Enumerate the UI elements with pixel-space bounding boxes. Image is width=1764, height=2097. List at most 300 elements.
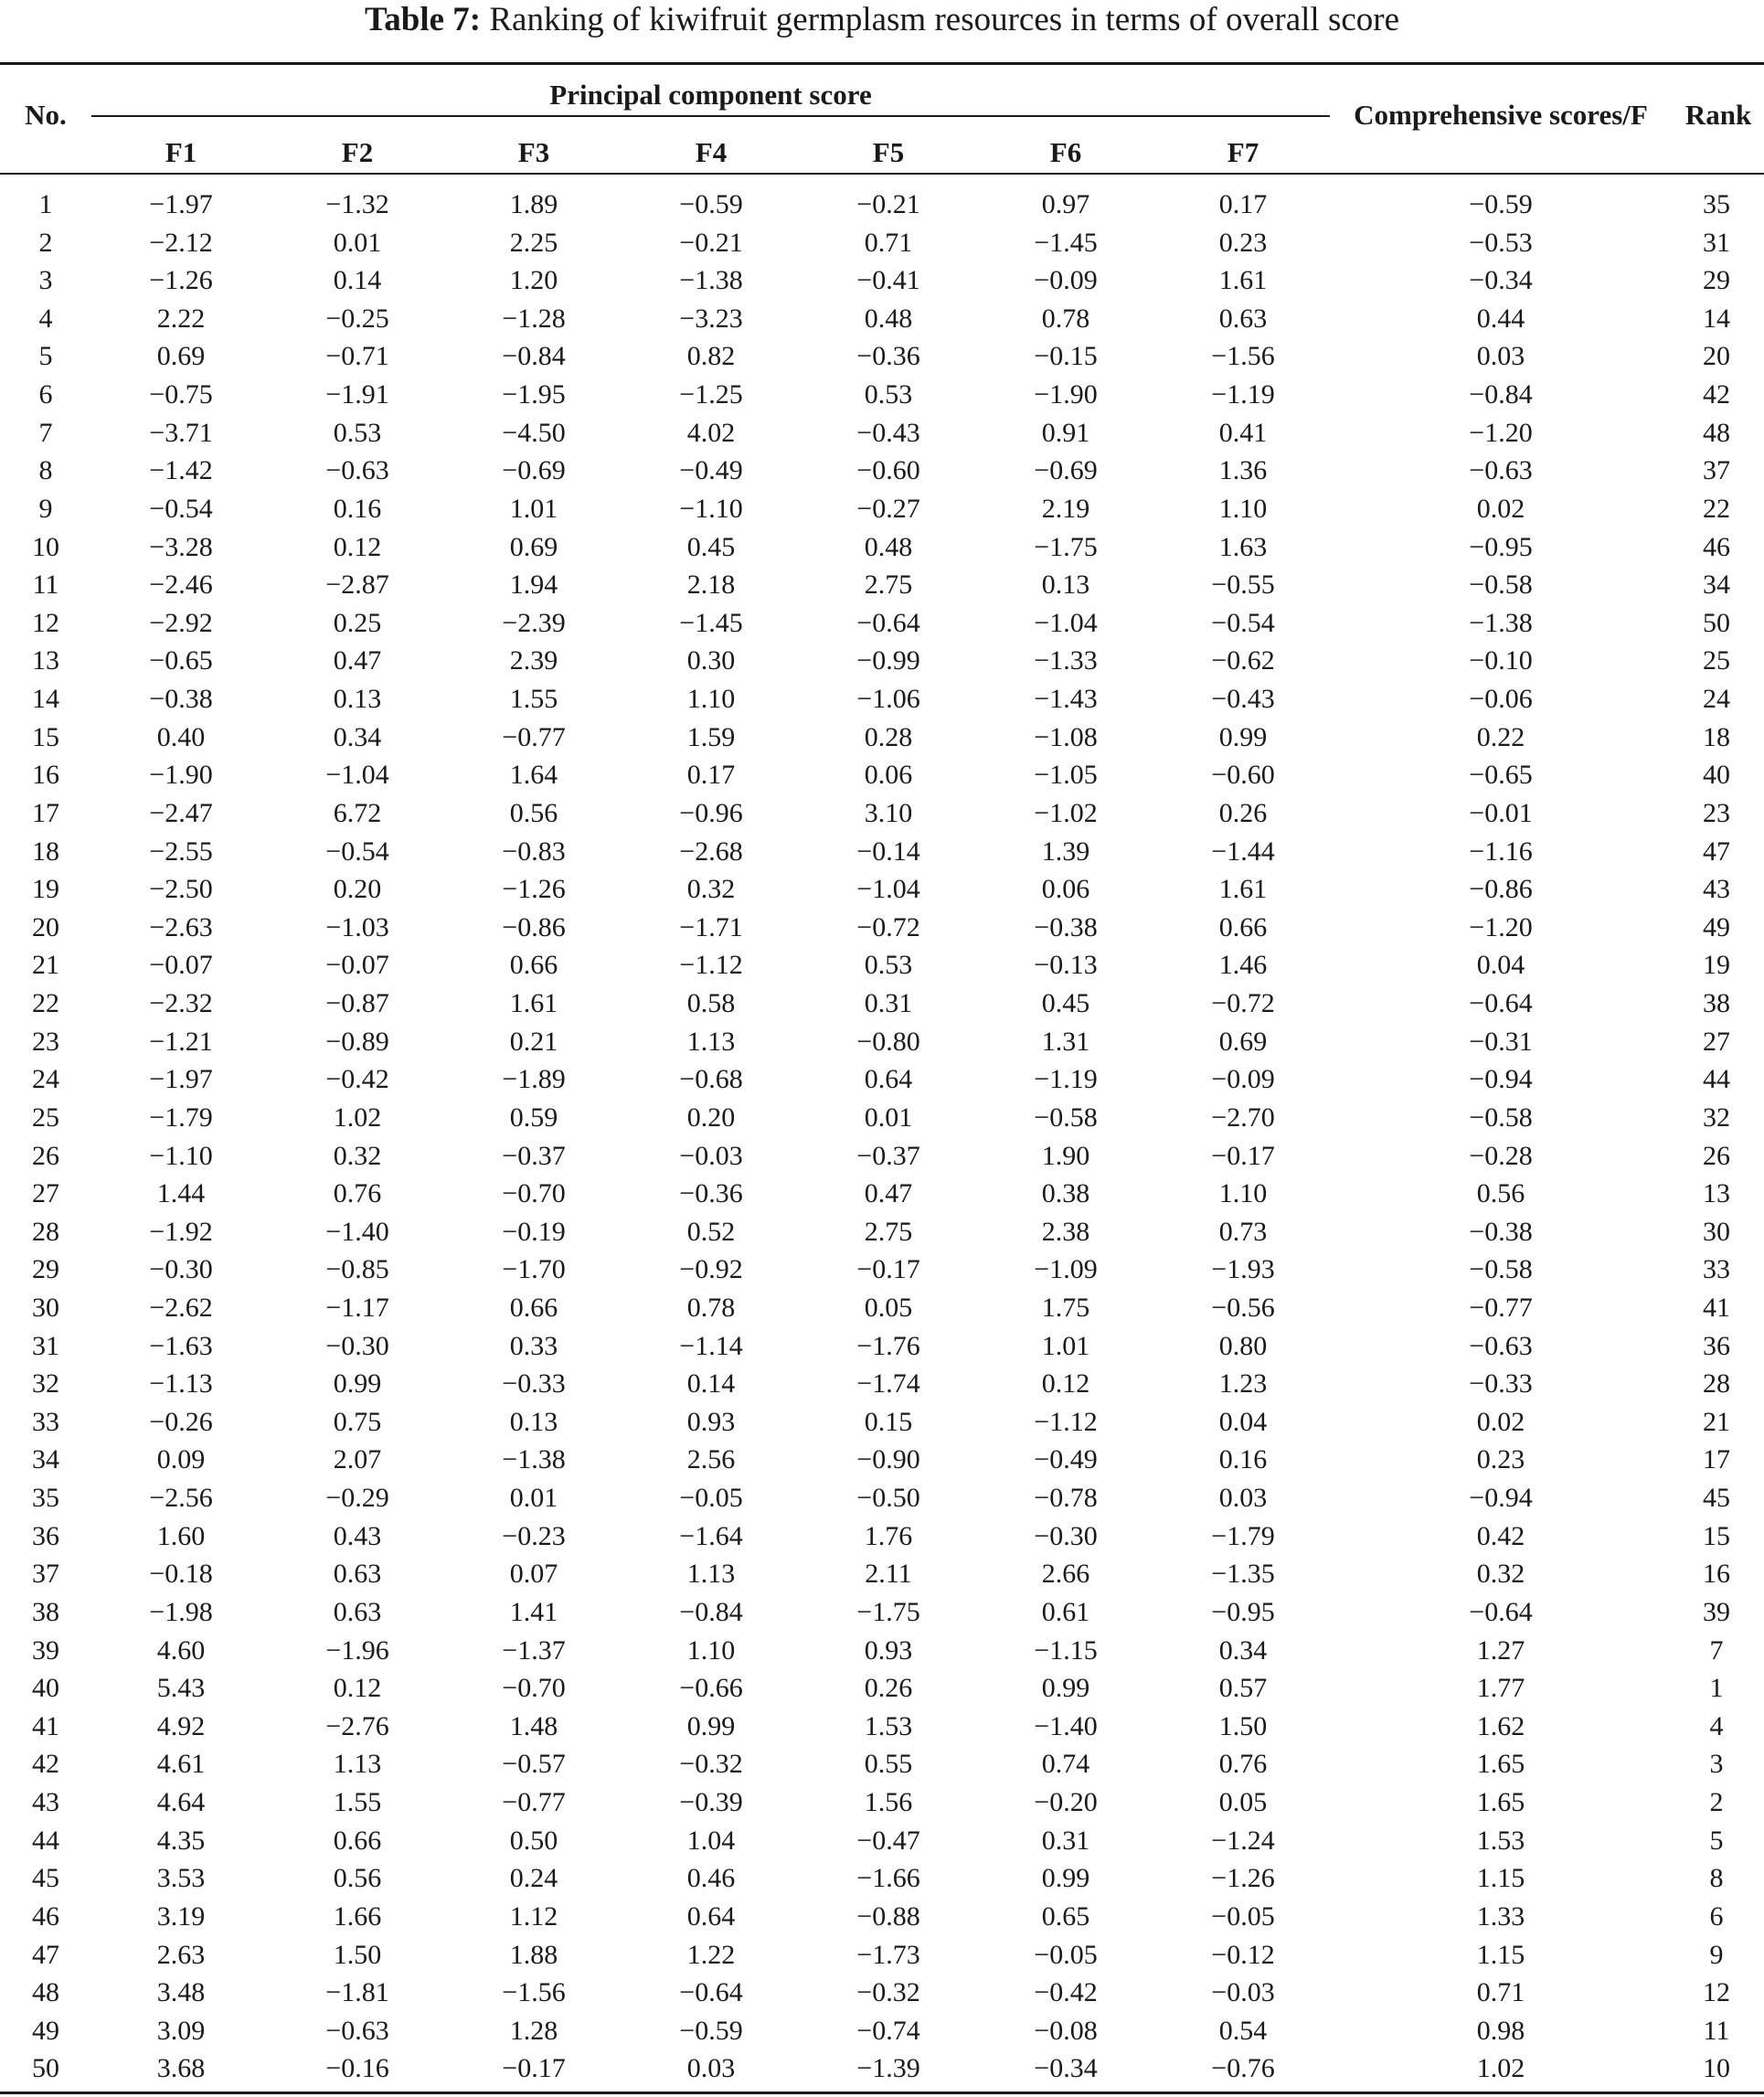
cell-f3: 2.25 [509,227,558,258]
cell-f5: −0.41 [856,265,920,296]
cell-f5: 2.75 [864,1216,913,1247]
cell-f7: −2.70 [1211,1102,1275,1133]
cell-rank: 4 [1709,1710,1724,1741]
cell-f3: −2.39 [502,607,566,638]
cell-f7: 1.50 [1218,1710,1268,1741]
cell-no: 48 [32,1977,59,2008]
cell-f2: 0.20 [333,874,382,905]
cell-f5: −0.17 [856,1254,920,1285]
cell-f1: −0.18 [149,1559,213,1590]
cell-rank: 22 [1703,493,1730,524]
table-row [0,719,1764,757]
cell-rank: 26 [1703,1140,1730,1171]
cell-f2: 0.63 [333,1596,382,1627]
cell-rank: 33 [1703,1254,1730,1285]
cell-f2: −0.87 [325,988,389,1019]
cell-rank: 46 [1703,531,1730,562]
cell-comprehensive: 0.44 [1476,303,1525,334]
cell-no: 12 [32,607,59,638]
cell-f7: 1.10 [1218,1178,1268,1209]
cell-f2: −0.54 [325,836,389,867]
cell-f1: −2.47 [149,797,213,828]
cell-comprehensive: −0.58 [1469,569,1533,601]
cell-f4: 0.58 [686,988,736,1019]
cell-rank: 50 [1703,607,1730,638]
cell-rank: 40 [1703,760,1730,791]
cell-f7: −0.95 [1211,1596,1275,1627]
table-row [0,642,1764,680]
table-row [0,224,1764,262]
cell-no: 37 [32,1559,59,1590]
cell-f5: 0.47 [864,1178,913,1209]
cell-comprehensive: −0.95 [1469,531,1533,562]
cell-f2: −1.17 [325,1292,389,1323]
table-row [0,186,1764,224]
table-row [0,1593,1764,1632]
cell-f5: 3.10 [864,797,913,828]
cell-f2: −0.29 [325,1483,389,1514]
table-row [0,1327,1764,1366]
cell-f7: 0.76 [1218,1749,1268,1780]
cell-f3: 1.41 [509,1596,558,1627]
table-row [0,985,1764,1023]
header-no: No. [25,99,67,131]
cell-f7: 1.23 [1218,1368,1268,1400]
cell-rank: 42 [1703,379,1730,410]
cell-f4: 0.52 [686,1216,736,1247]
cell-comprehensive: 1.02 [1476,2053,1525,2084]
cell-f3: −0.77 [502,721,566,752]
cell-f2: 0.75 [333,1406,382,1437]
cell-f5: −0.50 [856,1483,920,1514]
table-label: Table 7: [364,1,482,38]
cell-f3: 1.61 [509,988,558,1019]
cell-f5: 0.55 [864,1749,913,1780]
cell-f1: −2.92 [149,607,213,638]
cell-f3: −0.70 [502,1673,566,1704]
cell-comprehensive: −0.77 [1469,1292,1533,1323]
table-row [0,490,1764,528]
cell-f7: −0.17 [1211,1140,1275,1171]
cell-no: 7 [38,417,53,448]
cell-f5: 2.75 [864,569,913,601]
cell-f2: 0.14 [333,265,382,296]
cell-f4: −1.12 [679,950,743,981]
cell-f5: −1.06 [856,684,920,715]
cell-f3: 1.20 [509,265,558,296]
cell-f3: −0.19 [502,1216,566,1247]
cell-f6: −1.33 [1034,645,1098,676]
cell-f4: 0.99 [686,1710,736,1741]
cell-no: 13 [32,645,59,676]
cell-f6: −0.49 [1034,1444,1098,1475]
cell-rank: 6 [1709,1900,1724,1932]
cell-f4: −1.10 [679,493,743,524]
cell-comprehensive: 0.71 [1476,1977,1525,2008]
table-row [0,414,1764,452]
cell-f4: 4.02 [686,417,736,448]
cell-f7: −0.09 [1211,1064,1275,1095]
cell-f7: −0.76 [1211,2053,1275,2084]
table-row [0,2012,1764,2050]
cell-no: 34 [32,1444,59,1475]
cell-f6: −1.75 [1034,531,1098,562]
cell-f5: 0.28 [864,721,913,752]
cell-f6: 1.75 [1041,1292,1090,1323]
header-f5: F5 [872,136,905,168]
cell-comprehensive: −0.06 [1469,684,1533,715]
cell-f7: 0.66 [1218,911,1268,942]
cell-comprehensive: 1.33 [1476,1900,1525,1932]
cell-rank: 41 [1703,1292,1730,1323]
cell-f7: −1.93 [1211,1254,1275,1285]
cell-f3: −1.26 [502,874,566,905]
table-row [0,1479,1764,1517]
cell-f5: −0.43 [856,417,920,448]
cell-f6: −0.05 [1034,1939,1098,1970]
table-row [0,680,1764,719]
cell-comprehensive: −0.58 [1469,1254,1533,1285]
cell-f7: 0.05 [1218,1787,1268,1818]
cell-f3: −1.28 [502,303,566,334]
table-row [0,1555,1764,1593]
cell-f7: 0.54 [1218,2015,1268,2046]
cell-f6: −1.08 [1034,721,1098,752]
cell-f7: 0.26 [1218,797,1268,828]
table-row [0,1403,1764,1442]
cell-f5: 0.01 [864,1102,913,1133]
cell-f2: 0.34 [333,721,382,752]
table-row [0,1632,1764,1670]
cell-f4: −0.84 [679,1596,743,1627]
header-principal-component-score: Principal component score [549,79,872,111]
cell-rank: 32 [1703,1102,1730,1133]
cell-f3: 0.07 [509,1559,558,1590]
cell-no: 42 [32,1749,59,1780]
cell-f5: −1.66 [856,1863,920,1894]
cell-f6: 1.39 [1041,836,1090,867]
cell-f5: 0.93 [864,1634,913,1666]
cell-f2: 6.72 [333,797,382,828]
cell-f6: 2.19 [1041,493,1090,524]
cell-f4: −0.59 [679,189,743,219]
cell-f7: −1.26 [1211,1863,1275,1894]
cell-f4: 0.82 [686,341,736,372]
cell-f1: −1.13 [149,1368,213,1400]
cell-f3: 1.89 [509,189,558,219]
cell-no: 23 [32,1026,59,1057]
cell-f3: 0.66 [509,1292,558,1323]
header-comprehensive-scores: Comprehensive scores/F [1354,99,1648,131]
cell-rank: 43 [1703,874,1730,905]
cell-f6: −1.15 [1034,1634,1098,1666]
cell-f3: 1.01 [509,493,558,524]
table-row [0,1517,1764,1556]
header-f2: F2 [341,136,374,168]
cell-f7: 0.23 [1218,227,1268,258]
cell-no: 22 [32,988,59,1019]
cell-rank: 34 [1703,569,1730,601]
cell-no: 39 [32,1634,59,1666]
cell-f1: 1.60 [156,1520,206,1551]
table-row [0,1974,1764,2012]
cell-f2: 0.32 [333,1140,382,1171]
cell-rank: 48 [1703,417,1730,448]
cell-f4: −1.25 [679,379,743,410]
cell-rank: 18 [1703,721,1730,752]
cell-f7: −1.44 [1211,836,1275,867]
cell-no: 3 [38,265,53,296]
cell-f2: 0.25 [333,607,382,638]
cell-comprehensive: −1.38 [1469,607,1533,638]
cell-no: 46 [32,1900,59,1932]
cell-f6: 0.45 [1041,988,1090,1019]
cell-no: 35 [32,1483,59,1514]
cell-no: 20 [32,911,59,942]
table-row [0,870,1764,909]
table-row [0,1822,1764,1860]
cell-no: 17 [32,797,59,828]
cell-f3: 0.66 [509,950,558,981]
cell-f3: 2.39 [509,645,558,676]
cell-rank: 8 [1709,1863,1724,1894]
cell-f5: −1.75 [856,1596,920,1627]
cell-f7: 0.03 [1218,1483,1268,1514]
cell-no: 50 [32,2053,59,2084]
cell-f3: 0.50 [509,1825,558,1856]
cell-f4: 1.13 [686,1559,736,1590]
cell-f6: −0.78 [1034,1483,1098,1514]
header-rank: Rank [1684,99,1752,131]
cell-rank: 9 [1709,1939,1724,1970]
cell-comprehensive: 1.62 [1476,1710,1525,1741]
cell-f2: −0.85 [325,1254,389,1285]
cell-f6: −0.38 [1034,911,1098,942]
cell-f4: 0.93 [686,1406,736,1437]
cell-f5: −0.88 [856,1900,920,1932]
cell-rank: 30 [1703,1216,1730,1247]
cell-f1: −2.62 [149,1292,213,1323]
cell-rank: 28 [1703,1368,1730,1400]
cell-f1: −0.26 [149,1406,213,1437]
table-row [0,376,1764,414]
cell-f1: 4.60 [156,1634,206,1666]
cell-f1: −2.56 [149,1483,213,1514]
cell-f7: 1.63 [1218,531,1268,562]
cell-f6: −0.13 [1034,950,1098,981]
cell-f5: −0.37 [856,1140,920,1171]
table-row [0,1175,1764,1213]
table-row [0,1859,1764,1898]
cell-rank: 3 [1709,1749,1724,1780]
cell-f6: 0.12 [1041,1368,1090,1400]
cell-f4: 2.56 [686,1444,736,1475]
cell-comprehensive: 0.23 [1476,1444,1525,1475]
cell-f7: −0.43 [1211,684,1275,715]
cell-f3: 0.69 [509,531,558,562]
cell-f2: −1.81 [325,1977,389,2008]
cell-f2: 0.63 [333,1559,382,1590]
cell-f2: −0.42 [325,1064,389,1095]
cell-rank: 47 [1703,836,1730,867]
table-row [0,1289,1764,1327]
cell-comprehensive: 0.03 [1476,341,1525,372]
cell-no: 11 [32,569,59,601]
cell-comprehensive: −0.10 [1469,645,1533,676]
cell-f4: 0.45 [686,531,736,562]
cell-f3: −0.86 [502,911,566,942]
cell-f3: −1.70 [502,1254,566,1285]
cell-comprehensive: −1.20 [1469,911,1533,942]
cell-f1: −0.65 [149,645,213,676]
cell-f1: 0.09 [156,1444,206,1475]
cell-f4: 0.03 [686,2053,736,2084]
cell-f7: −0.54 [1211,607,1275,638]
cell-f2: 1.66 [333,1900,382,1932]
cell-f7: 1.46 [1218,950,1268,981]
cell-f2: 0.12 [333,1673,382,1704]
cell-rank: 36 [1703,1330,1730,1361]
table-row [0,1745,1764,1783]
cell-no: 15 [32,721,59,752]
cell-f3: −1.95 [502,379,566,410]
cell-f7: −0.56 [1211,1292,1275,1323]
table-row [0,1441,1764,1479]
cell-f6: −1.90 [1034,379,1098,410]
cell-f4: 0.78 [686,1292,736,1323]
cell-f5: −0.36 [856,341,920,372]
cell-comprehensive: −0.01 [1469,797,1533,828]
cell-f4: −0.66 [679,1673,743,1704]
cell-f6: −1.45 [1034,227,1098,258]
cell-f1: 3.48 [156,1977,206,2008]
cell-f7: 0.04 [1218,1406,1268,1437]
cell-rank: 2 [1709,1787,1724,1818]
cell-f1: 3.09 [156,2015,206,2046]
cell-f4: −0.68 [679,1064,743,1095]
cell-comprehensive: −0.59 [1469,189,1533,219]
cell-f1: 0.69 [156,341,206,372]
table-row [0,1365,1764,1403]
cell-comprehensive: 0.04 [1476,950,1525,981]
cell-f3: 0.01 [509,1483,558,1514]
cell-f7: −0.12 [1211,1939,1275,1970]
cell-no: 40 [32,1673,59,1704]
cell-comprehensive: 0.02 [1476,493,1525,524]
cell-f4: 0.32 [686,874,736,905]
cell-f1: −2.46 [149,569,213,601]
cell-f5: −1.39 [856,2053,920,2084]
cell-f5: −1.73 [856,1939,920,1970]
cell-f1: −1.42 [149,455,213,486]
cell-comprehensive: 1.15 [1476,1863,1525,1894]
cell-rank: 31 [1703,227,1730,258]
cell-comprehensive: −0.34 [1469,265,1533,296]
cell-f2: −1.03 [325,911,389,942]
table-row [0,452,1764,490]
cell-f5: 1.76 [864,1520,913,1551]
cell-f1: −0.54 [149,493,213,524]
header-f6: F6 [1049,136,1082,168]
cell-rank: 16 [1703,1559,1730,1590]
cell-f3: −0.69 [502,455,566,486]
cell-rank: 19 [1703,950,1730,981]
cell-f2: −0.25 [325,303,389,334]
cell-f6: −1.04 [1034,607,1098,638]
cell-no: 41 [32,1710,59,1741]
table-row [0,909,1764,947]
cell-f3: −0.77 [502,1787,566,1818]
cell-f2: 0.47 [333,645,382,676]
cell-f2: −0.63 [325,2015,389,2046]
cell-f5: 0.71 [864,227,913,258]
cell-f2: 0.43 [333,1520,382,1551]
cell-f5: −1.74 [856,1368,920,1400]
cell-f4: −2.68 [679,836,743,867]
cell-f5: −0.99 [856,645,920,676]
cell-f6: 0.78 [1041,303,1090,334]
cell-f6: −0.20 [1034,1787,1098,1818]
cell-f3: 0.21 [509,1026,558,1057]
cell-f3: −0.84 [502,341,566,372]
cell-rank: 24 [1703,684,1730,715]
cell-comprehensive: −0.28 [1469,1140,1533,1171]
cell-f1: 1.44 [156,1178,206,1209]
cell-f6: −1.19 [1034,1064,1098,1095]
cell-f5: −0.90 [856,1444,920,1475]
cell-f6: 0.74 [1041,1749,1090,1780]
cell-comprehensive: −1.20 [1469,417,1533,448]
cell-no: 2 [38,227,53,258]
table-row [0,528,1764,567]
cell-f2: −0.07 [325,950,389,981]
cell-f5: −1.04 [856,874,920,905]
cell-f5: 0.48 [864,303,913,334]
cell-f6: 1.01 [1041,1330,1090,1361]
cell-f4: −1.38 [679,265,743,296]
cell-f7: −0.03 [1211,1977,1275,2008]
cell-f1: −2.12 [149,227,213,258]
table-row [0,794,1764,833]
cell-f2: 1.02 [333,1102,382,1133]
cell-f3: −1.38 [502,1444,566,1475]
cell-no: 4 [38,303,53,334]
cell-f7: −1.35 [1211,1559,1275,1590]
cell-comprehensive: 0.56 [1476,1178,1525,1209]
cell-f4: 1.10 [686,1634,736,1666]
cell-no: 16 [32,760,59,791]
cell-comprehensive: −0.33 [1469,1368,1533,1400]
cell-f6: 0.91 [1041,417,1090,448]
cell-f4: 0.46 [686,1863,736,1894]
cell-f2: 0.13 [333,684,382,715]
cell-f2: 1.13 [333,1749,382,1780]
cell-f1: 4.64 [156,1787,206,1818]
cell-f2: 0.66 [333,1825,382,1856]
cell-no: 5 [38,341,53,372]
cell-f6: −1.12 [1034,1406,1098,1437]
cell-f7: 0.16 [1218,1444,1268,1475]
cell-f6: 2.38 [1041,1216,1090,1247]
cell-f4: −0.32 [679,1749,743,1780]
cell-f5: −0.74 [856,2015,920,2046]
cell-f4: −0.49 [679,455,743,486]
cell-f2: 0.56 [333,1863,382,1894]
cell-f5: 0.26 [864,1673,913,1704]
cell-rank: 13 [1703,1178,1730,1209]
cell-f5: −0.21 [856,189,920,219]
cell-f6: 0.99 [1041,1673,1090,1704]
